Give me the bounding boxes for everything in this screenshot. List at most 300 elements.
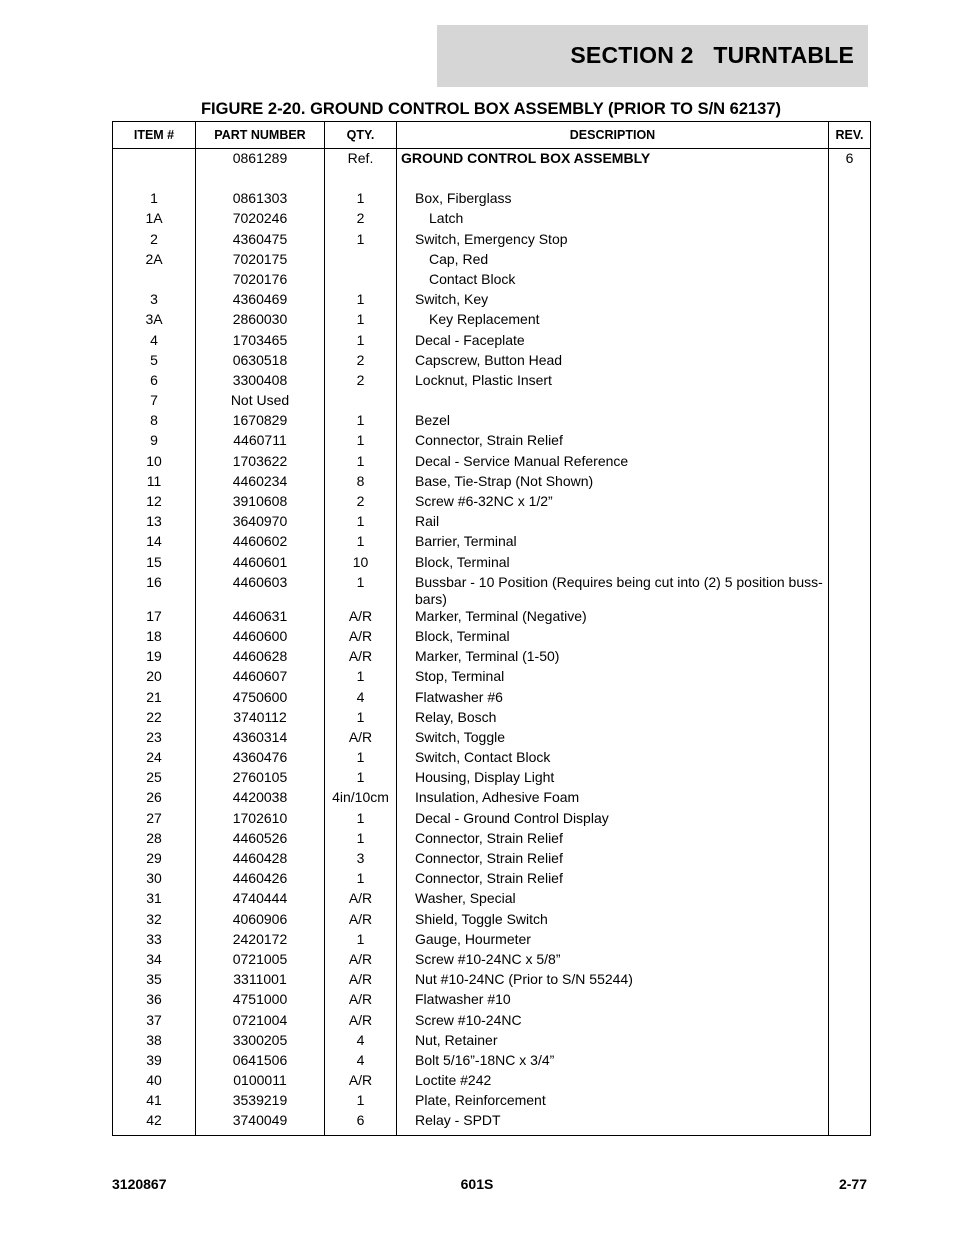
cell-item: 20 — [113, 668, 196, 688]
cell-item: 2A — [113, 251, 196, 271]
cell-rev — [829, 991, 871, 1011]
cell-item: 26 — [113, 789, 196, 809]
cell-rev — [829, 231, 871, 251]
cell-item: 14 — [113, 533, 196, 553]
description-text: Rail — [415, 513, 440, 530]
description-text: Stop, Terminal — [415, 668, 505, 685]
cell-part-number: 3300205 — [196, 1032, 325, 1052]
cell-qty: 1 — [325, 231, 397, 251]
cell-qty: 1 — [325, 830, 397, 850]
description-text: Barrier, Terminal — [415, 533, 517, 550]
cell-description — [397, 453, 829, 473]
cell-item: 30 — [113, 870, 196, 890]
cell-qty: 1 — [325, 453, 397, 473]
description-text: Insulation, Adhesive Foam — [415, 789, 580, 806]
cell-part-number: 0861289 — [196, 149, 325, 171]
cell-item: 9 — [113, 432, 196, 452]
table-row — [113, 769, 871, 789]
cell-part-number: 4360475 — [196, 231, 325, 251]
cell-rev — [829, 971, 871, 991]
description-text: Bezel — [415, 412, 451, 429]
cell-qty: 1 — [325, 311, 397, 331]
cell-part-number: 2860030 — [196, 311, 325, 331]
cell-description — [397, 432, 829, 452]
cell-part-number: 1702610 — [196, 810, 325, 830]
cell-item: 10 — [113, 453, 196, 473]
description-text: Base, Tie-Strap (Not Shown) — [415, 472, 594, 489]
cell-item: 13 — [113, 513, 196, 533]
table-row — [113, 709, 871, 729]
cell-rev — [829, 332, 871, 352]
table-row — [113, 911, 871, 931]
cell-qty: 2 — [325, 352, 397, 372]
cell-description — [397, 291, 829, 311]
cell-item: 38 — [113, 1032, 196, 1052]
cell-description — [397, 493, 829, 513]
description-text: Capscrew, Button Head — [415, 351, 563, 368]
table-row — [113, 271, 871, 291]
cell-rev — [829, 850, 871, 870]
cell-qty: Ref. — [325, 149, 397, 171]
cell-part-number: 0100011 — [196, 1072, 325, 1092]
cell-rev — [829, 890, 871, 910]
table-row — [113, 668, 871, 688]
cell-part-number: 4360469 — [196, 291, 325, 311]
cell-part-number: 4460601 — [196, 554, 325, 574]
cell-item: 35 — [113, 971, 196, 991]
cell-part-number: 4460602 — [196, 533, 325, 553]
cell-item: 7 — [113, 392, 196, 412]
cell-qty: 1 — [325, 810, 397, 830]
header-qty: QTY. — [325, 122, 397, 149]
cell-rev — [829, 210, 871, 230]
cell-part-number: 4460607 — [196, 668, 325, 688]
cell-qty: 1 — [325, 931, 397, 951]
cell-description — [397, 513, 829, 533]
description-text: Switch, Key — [415, 291, 489, 308]
description-text: Connector, Strain Relief — [415, 829, 563, 846]
description-text: Connector, Strain Relief — [415, 870, 563, 887]
cell-part-number: 0721005 — [196, 951, 325, 971]
cell-qty: 1 — [325, 432, 397, 452]
cell-part-number: 4060906 — [196, 911, 325, 931]
cell-rev — [829, 729, 871, 749]
description-text: Screw #10-24NC x 5/8” — [415, 950, 561, 967]
cell-item: 34 — [113, 951, 196, 971]
cell-description — [397, 311, 829, 331]
cell-qty: 1 — [325, 668, 397, 688]
cell-qty: 4 — [325, 1052, 397, 1072]
table-row — [113, 473, 871, 493]
cell-rev — [829, 1092, 871, 1112]
description-text: Switch, Contact Block — [415, 749, 551, 766]
cell-part-number: 4460526 — [196, 830, 325, 850]
cell-item: 42 — [113, 1112, 196, 1135]
cell-part-number: 3300408 — [196, 372, 325, 392]
table-row — [113, 372, 871, 392]
cell-rev — [829, 412, 871, 432]
cell-part-number: 0861303 — [196, 190, 325, 210]
cell-qty: 1 — [325, 412, 397, 432]
cell-item: 25 — [113, 769, 196, 789]
cell-qty: 8 — [325, 473, 397, 493]
cell-part-number: 1703622 — [196, 453, 325, 473]
cell-part-number: 4460711 — [196, 432, 325, 452]
cell-item — [113, 271, 196, 291]
cell-part-number: 4740444 — [196, 890, 325, 910]
cell-part-number: 7020176 — [196, 271, 325, 291]
cell-rev — [829, 648, 871, 668]
description-text: Latch — [429, 210, 464, 227]
cell-rev — [829, 709, 871, 729]
table-row — [113, 493, 871, 513]
cell-qty: 1 — [325, 1092, 397, 1112]
table-row — [113, 392, 871, 412]
cell-rev — [829, 372, 871, 392]
header-rev: REV. — [829, 122, 871, 149]
cell-rev — [829, 473, 871, 493]
description-text: Washer, Special — [415, 890, 516, 907]
spacer-row — [113, 170, 871, 190]
table-row — [113, 830, 871, 850]
cell-qty: A/R — [325, 1072, 397, 1092]
description-text: Cap, Red — [429, 250, 489, 267]
cell-description — [397, 830, 829, 850]
cell-part-number: 4460631 — [196, 608, 325, 628]
cell-description — [397, 890, 829, 910]
cell-qty: 2 — [325, 493, 397, 513]
cell-qty: A/R — [325, 729, 397, 749]
cell-item: 18 — [113, 628, 196, 648]
cell-item: 12 — [113, 493, 196, 513]
cell-description — [397, 789, 829, 809]
cell-part-number: 4360314 — [196, 729, 325, 749]
cell-rev — [829, 392, 871, 412]
cell-part-number: 2760105 — [196, 769, 325, 789]
cell-part-number: 4460426 — [196, 870, 325, 890]
cell-qty: 4 — [325, 689, 397, 709]
cell-qty: A/R — [325, 911, 397, 931]
table-row — [113, 729, 871, 749]
table-row — [113, 432, 871, 452]
cell-part-number: 4750600 — [196, 689, 325, 709]
description-text: Plate, Reinforcement — [415, 1092, 546, 1109]
cell-part-number: 0641506 — [196, 1052, 325, 1072]
table-row — [113, 332, 871, 352]
cell-rev — [829, 533, 871, 553]
cell-qty: 1 — [325, 513, 397, 533]
footer-page-number: 2-77 — [838, 1176, 867, 1192]
cell-rev — [829, 513, 871, 533]
cell-item: 8 — [113, 412, 196, 432]
description-text: Relay, Bosch — [415, 708, 497, 725]
cell-item: 15 — [113, 554, 196, 574]
table-row — [113, 231, 871, 251]
table-row — [113, 1052, 871, 1072]
cell-description — [397, 608, 829, 628]
footer-document-number: 3120867 — [112, 1176, 167, 1192]
cell-part-number: Not Used — [196, 392, 325, 412]
cell-description — [397, 332, 829, 352]
cell-rev — [829, 271, 871, 291]
cell-qty: 3 — [325, 850, 397, 870]
cell-rev — [829, 608, 871, 628]
description-text: Screw #6-32NC x 1/2” — [415, 493, 553, 509]
table-row — [113, 1092, 871, 1112]
cell-description — [397, 1052, 829, 1072]
table-row — [113, 971, 871, 991]
cell-item: 1A — [113, 210, 196, 230]
cell-qty: 1 — [325, 190, 397, 210]
description-text: Gauge, Hourmeter — [415, 930, 531, 947]
cell-qty: 1 — [325, 709, 397, 729]
cell-item: 37 — [113, 1012, 196, 1032]
cell-part-number: 3740049 — [196, 1112, 325, 1135]
cell-description — [397, 372, 829, 392]
cell-rev — [829, 493, 871, 513]
cell-qty — [325, 392, 397, 412]
cell-qty: 1 — [325, 870, 397, 890]
header-description: DESCRIPTION — [397, 122, 829, 149]
description-text: Connector, Strain Relief — [415, 850, 563, 866]
cell-description — [397, 810, 829, 830]
cell-part-number: 3910608 — [196, 493, 325, 513]
cell-description — [397, 931, 829, 951]
cell-item: 29 — [113, 850, 196, 870]
cell-part-number: 4420038 — [196, 789, 325, 809]
table-row — [113, 412, 871, 432]
cell-description — [397, 554, 829, 574]
cell-item: 41 — [113, 1092, 196, 1112]
cell-qty — [325, 251, 397, 271]
cell-item: 11 — [113, 473, 196, 493]
description-text: Nut, Retainer — [415, 1031, 498, 1048]
description-text: Relay - SPDT — [415, 1112, 501, 1129]
cell-item: 19 — [113, 648, 196, 668]
cell-part-number: 4360476 — [196, 749, 325, 769]
description-text: Decal - Service Manual Reference — [415, 452, 629, 469]
table-row — [113, 789, 871, 809]
cell-rev — [829, 251, 871, 271]
cell-rev — [829, 1012, 871, 1032]
cell-part-number: 0721004 — [196, 1012, 325, 1032]
cell-qty: 6 — [325, 1112, 397, 1135]
assembly-row — [113, 149, 871, 171]
table-row — [113, 689, 871, 709]
cell-description — [397, 729, 829, 749]
description-text: Box, Fiberglass — [415, 190, 512, 207]
cell-qty: 10 — [325, 554, 397, 574]
cell-description — [397, 190, 829, 210]
cell-item: 3A — [113, 311, 196, 331]
cell-description — [397, 749, 829, 769]
cell-qty: A/R — [325, 1012, 397, 1032]
parts-table — [112, 121, 871, 1136]
table-row — [113, 870, 871, 890]
cell-item — [113, 149, 196, 171]
cell-description — [397, 1032, 829, 1052]
cell-qty: 2 — [325, 372, 397, 392]
cell-rev — [829, 1072, 871, 1092]
cell-item: 1 — [113, 190, 196, 210]
cell-part-number: 3640970 — [196, 513, 325, 533]
cell-qty: A/R — [325, 608, 397, 628]
cell-rev — [829, 311, 871, 331]
cell-item: 16 — [113, 574, 196, 608]
cell-description — [397, 1072, 829, 1092]
cell-qty: 4in/10cm — [325, 789, 397, 809]
cell-description — [397, 850, 829, 870]
table-row — [113, 608, 871, 628]
cell-description — [397, 769, 829, 789]
cell-rev — [829, 628, 871, 648]
table-row — [113, 1032, 871, 1052]
figure-title: FIGURE 2-20. GROUND CONTROL BOX ASSEMBLY (PRIOR TO S/N 62137) — [200, 100, 782, 118]
cell-item: 28 — [113, 830, 196, 850]
table-row — [113, 291, 871, 311]
cell-part-number: 0630518 — [196, 352, 325, 372]
cell-description — [397, 668, 829, 688]
description-text: Bolt 5/16”-18NC x 3/4” — [415, 1051, 555, 1068]
description-text: Contact Block — [429, 270, 516, 287]
cell-qty: A/R — [325, 648, 397, 668]
cell-description — [397, 709, 829, 729]
table-row — [113, 991, 871, 1011]
cell-part-number: 1670829 — [196, 412, 325, 432]
section-header-box — [437, 25, 868, 87]
table-row — [113, 533, 871, 553]
table-row — [113, 190, 871, 210]
cell-item: 24 — [113, 749, 196, 769]
table-row — [113, 810, 871, 830]
cell-qty: A/R — [325, 628, 397, 648]
cell-description — [397, 271, 829, 291]
cell-description — [397, 412, 829, 432]
cell-part-number: 3740112 — [196, 709, 325, 729]
cell-rev — [829, 870, 871, 890]
cell-qty: A/R — [325, 951, 397, 971]
cell-description — [397, 951, 829, 971]
description-text: Shield, Toggle Switch — [415, 910, 548, 927]
cell-description — [397, 473, 829, 493]
cell-item: 39 — [113, 1052, 196, 1072]
description-text: Switch, Emergency Stop — [415, 230, 568, 247]
cell-rev — [829, 291, 871, 311]
cell-part-number: 4460628 — [196, 648, 325, 668]
cell-part-number: 4751000 — [196, 991, 325, 1011]
cell-description: GROUND CONTROL BOX ASSEMBLY — [397, 149, 829, 171]
cell-rev — [829, 1112, 871, 1135]
cell-rev — [829, 769, 871, 789]
description-text: Decal - Faceplate — [415, 331, 525, 348]
cell-description — [397, 870, 829, 890]
cell-qty: 4 — [325, 1032, 397, 1052]
cell-rev — [829, 1032, 871, 1052]
cell-rev — [829, 453, 871, 473]
description-text: Switch, Toggle — [415, 728, 506, 745]
cell-part-number: 4460234 — [196, 473, 325, 493]
cell-item: 21 — [113, 689, 196, 709]
cell-part-number: 3539219 — [196, 1092, 325, 1112]
table-row — [113, 311, 871, 331]
header-part-number: PART NUMBER — [196, 122, 325, 149]
description-text: Flatwasher #6 — [415, 688, 503, 705]
table-row — [113, 352, 871, 372]
cell-item: 36 — [113, 991, 196, 1011]
description-text: Decal - Ground Control Display — [415, 809, 609, 826]
cell-description — [397, 392, 829, 412]
cell-rev — [829, 190, 871, 210]
table-row — [113, 513, 871, 533]
footer-model: 601S — [460, 1176, 494, 1192]
description-text: Marker, Terminal (Negative) — [415, 607, 587, 624]
cell-description — [397, 251, 829, 271]
cell-item: 3 — [113, 291, 196, 311]
cell-item: 33 — [113, 931, 196, 951]
cell-item: 5 — [113, 352, 196, 372]
description-text: Loctite #242 — [415, 1072, 492, 1089]
description-text: Marker, Terminal (1-50) — [415, 648, 560, 665]
description-text: Block, Terminal — [415, 627, 510, 644]
cell-description — [397, 991, 829, 1011]
cell-part-number: 4460600 — [196, 628, 325, 648]
cell-item: 27 — [113, 810, 196, 830]
description-text: Key Replacement — [429, 311, 540, 328]
description-text: Locknut, Plastic Insert — [415, 371, 552, 388]
cell-item: 6 — [113, 372, 196, 392]
description-text: Screw #10-24NC — [415, 1011, 522, 1028]
description-text: Connector, Strain Relief — [415, 432, 563, 449]
cell-rev — [829, 1052, 871, 1072]
cell-description — [397, 628, 829, 648]
header-item: ITEM # — [113, 122, 196, 149]
cell-item: 17 — [113, 608, 196, 628]
cell-rev: 6 — [829, 149, 871, 171]
cell-rev — [829, 810, 871, 830]
table-row — [113, 1012, 871, 1032]
cell-part-number: 3311001 — [196, 971, 325, 991]
cell-description — [397, 1012, 829, 1032]
cell-qty: A/R — [325, 991, 397, 1011]
cell-rev — [829, 574, 871, 608]
cell-rev — [829, 830, 871, 850]
cell-description — [397, 971, 829, 991]
cell-rev — [829, 951, 871, 971]
cell-description — [397, 1112, 829, 1135]
description-text: Housing, Display Light — [415, 769, 555, 786]
cell-part-number: 1703465 — [196, 332, 325, 352]
cell-rev — [829, 911, 871, 931]
cell-qty: 1 — [325, 769, 397, 789]
cell-qty: 1 — [325, 332, 397, 352]
cell-rev — [829, 931, 871, 951]
cell-qty: 2 — [325, 210, 397, 230]
description-text: Bussbar - 10 Position (Requires being cut into (2) 5 position buss-bars) — [415, 573, 823, 607]
table-row — [113, 554, 871, 574]
cell-description — [397, 210, 829, 230]
cell-rev — [829, 432, 871, 452]
table-row — [113, 628, 871, 648]
cell-description — [397, 689, 829, 709]
description-text: Flatwasher #10 — [415, 991, 511, 1008]
cell-rev — [829, 689, 871, 709]
cell-part-number: 4460428 — [196, 850, 325, 870]
table-row — [113, 1072, 871, 1092]
table-row — [113, 890, 871, 910]
cell-qty: A/R — [325, 890, 397, 910]
cell-description — [397, 911, 829, 931]
cell-rev — [829, 749, 871, 769]
